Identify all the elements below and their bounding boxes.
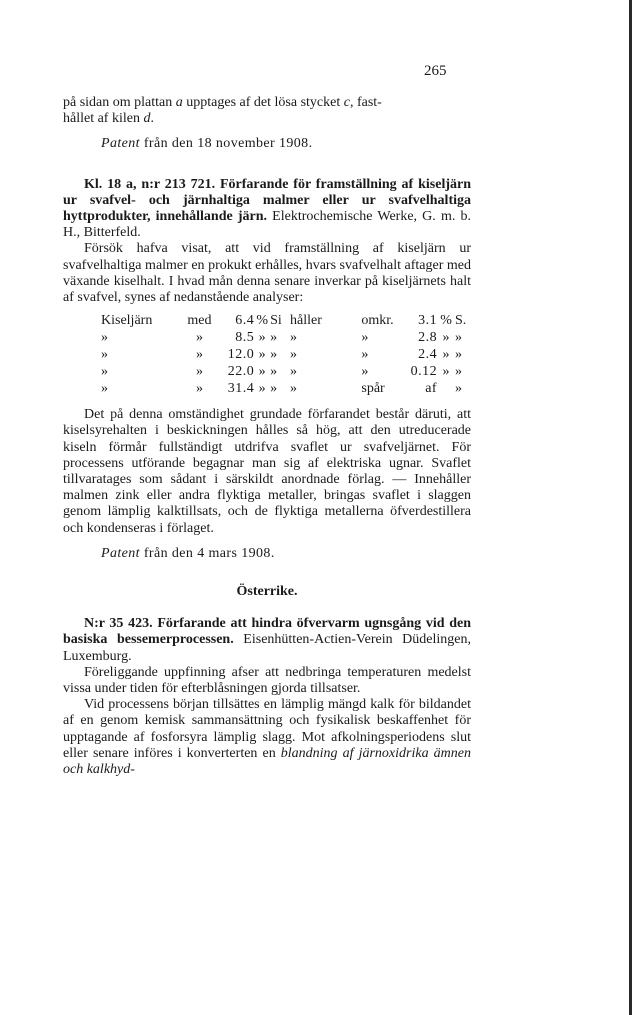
table-cell: » bbox=[455, 346, 462, 362]
table-cell: » bbox=[195, 363, 203, 379]
table-cell: » bbox=[101, 346, 108, 362]
intro-ref-d: d bbox=[143, 111, 151, 127]
table-cell: spår bbox=[361, 380, 385, 396]
table-cell: 8.5 bbox=[235, 329, 255, 345]
intro-ref-a: a bbox=[175, 95, 183, 110]
table-cell: med bbox=[187, 312, 212, 328]
table-row bbox=[63, 312, 471, 329]
table-cell: » bbox=[270, 346, 278, 362]
country-heading: Österrike. bbox=[236, 584, 298, 600]
table-cell: Kiseljärn bbox=[101, 312, 153, 328]
section-heading-213721 bbox=[63, 177, 471, 242]
table-row bbox=[63, 380, 471, 397]
table-cell: af bbox=[425, 380, 438, 396]
table-cell: 6.4 bbox=[235, 312, 255, 328]
table-cell: » bbox=[289, 346, 297, 362]
table-cell: 22.0 bbox=[227, 363, 255, 379]
table-cell: » bbox=[195, 329, 203, 345]
table-cell: » bbox=[195, 380, 203, 396]
intro-ref-c: c bbox=[343, 95, 350, 110]
table-cell: » bbox=[101, 363, 108, 379]
patent-date-text: från den 18 november 1908. bbox=[139, 136, 313, 152]
paragraph-text: Vid processens början tillsättes en lämplig mängd kalk för bildandet af en genom kemisk sammansättning och fysikalisk beskaffenhet för upptagande af fosforsyra lämplig slagg. Mot afkolningsperiodens slut eller senare införes i konverterten en bbox=[63, 697, 471, 761]
section-heading-35423 bbox=[63, 616, 471, 665]
table-cell: » bbox=[289, 380, 297, 396]
paragraph-foreliggande: Föreliggande uppfinning afser att nedbringa temperaturen medelst vissa under tiden för efterblåsningen gjorda tillsatser. bbox=[63, 664, 471, 697]
table-cell: 12.0 bbox=[227, 346, 255, 362]
table-row bbox=[63, 329, 471, 346]
table-cell: » bbox=[101, 329, 108, 345]
table-cell: 3.1 bbox=[418, 312, 438, 328]
table-cell: S. bbox=[455, 312, 467, 328]
table-cell: » bbox=[361, 363, 369, 379]
intro-paragraph bbox=[63, 95, 471, 127]
table-cell: % bbox=[440, 312, 452, 328]
paragraph-forsok: Försök hafva visat, att vid framställning af kiseljärn ur svafvelhaltiga malmer en prokukt erhålles, hvars svafvelhalt aftager med växande kiselhalt. I hvad mån denna senare inverkar på kiseljärnets halt af svafvel, synes af nedanstående analyser: bbox=[63, 241, 471, 306]
table-cell: » bbox=[270, 380, 278, 396]
intro-text: upptages af det lösa stycket bbox=[182, 95, 344, 110]
table-cell: » bbox=[258, 346, 266, 362]
table-cell: » bbox=[361, 346, 369, 362]
table-cell: » bbox=[289, 329, 297, 345]
table-cell: » bbox=[258, 380, 266, 396]
section-applicant: Eisenhütten-Actien-Verein Düdelingen, Luxemburg. bbox=[63, 632, 471, 664]
intro-text: på sidan om plattan bbox=[63, 95, 176, 110]
intro-text: hållet af kilen bbox=[63, 111, 144, 127]
section-title: Kl. 18 a, n:r 213 721. Förfarande för framställning af kiseljärn ur svafvel- och järnhaltiga malmer eller ur svafvelhaltiga hyttprodukter, innehållande järn. bbox=[63, 176, 471, 225]
intro-text: , fast- bbox=[349, 95, 382, 110]
intro-text: . bbox=[150, 111, 154, 127]
paragraph-italic-text: blandning af järnoxidrika ämnen och kalkhyd- bbox=[63, 745, 471, 778]
table-cell: Si bbox=[270, 312, 282, 328]
patent-word: Patent bbox=[101, 545, 140, 561]
patent-date-2 bbox=[101, 546, 471, 562]
table-cell: » bbox=[442, 346, 450, 362]
section-title: N:r 35 423. Förfarande att hindra öfvervarm ugnsgång vid den basiska bessemerprocessen. bbox=[63, 616, 471, 648]
table-cell: 0.12 bbox=[410, 363, 438, 379]
table-cell: » bbox=[289, 363, 297, 379]
paragraph-forfarandet: Det på denna omständighet grundade förfarandet består däruti, att kiselsyrehalten i beskickningen hålles så hög, att den utreducerade kiseln förmår fullständigt utdrifva svaflet ur svafveljärnet. För processens utförande begagnar man sig af elektriska ugnar. Svaflet tillvaratages som sådant i särskildt anordnade förlag. — Innehåller malmen zink eller andra flyktiga metaller, bringas svaflet i slaggen genom lämplig kalktillsats, och de flyktiga metallerna öfverdestillera och kondenseras i förlaget. bbox=[63, 407, 471, 536]
paragraph-vid-processens bbox=[63, 697, 471, 778]
table-cell: 2.8 bbox=[418, 329, 438, 345]
table-cell: » bbox=[101, 380, 108, 396]
section-applicant: Elektrochemische Werke, G. m. b. H., Bitterfeld. bbox=[63, 209, 471, 241]
table-cell: » bbox=[455, 329, 462, 345]
table-cell: » bbox=[270, 329, 278, 345]
table-cell: » bbox=[258, 363, 266, 379]
table-cell: » bbox=[442, 363, 450, 379]
table-cell: » bbox=[455, 380, 462, 396]
page-number: 265 bbox=[424, 63, 447, 79]
table-cell: » bbox=[442, 329, 450, 345]
table-cell: omkr. bbox=[361, 312, 394, 328]
table-cell: 31.4 bbox=[227, 380, 255, 396]
table-cell bbox=[437, 380, 455, 397]
table-row bbox=[63, 346, 471, 363]
patent-word: Patent bbox=[101, 136, 140, 152]
document-body bbox=[63, 95, 471, 778]
patent-date-1 bbox=[101, 136, 471, 152]
table-cell: » bbox=[270, 363, 278, 379]
analysis-table bbox=[63, 312, 471, 397]
table-cell: håller bbox=[289, 312, 322, 328]
table-cell: % bbox=[256, 312, 268, 328]
table-cell: » bbox=[195, 346, 203, 362]
table-cell: » bbox=[455, 363, 462, 379]
table-cell: » bbox=[361, 329, 369, 345]
table-row bbox=[63, 363, 471, 380]
patent-date-text: från den 4 mars 1908. bbox=[139, 545, 275, 561]
table-cell: » bbox=[258, 329, 266, 345]
table-cell: 2.4 bbox=[418, 346, 438, 362]
